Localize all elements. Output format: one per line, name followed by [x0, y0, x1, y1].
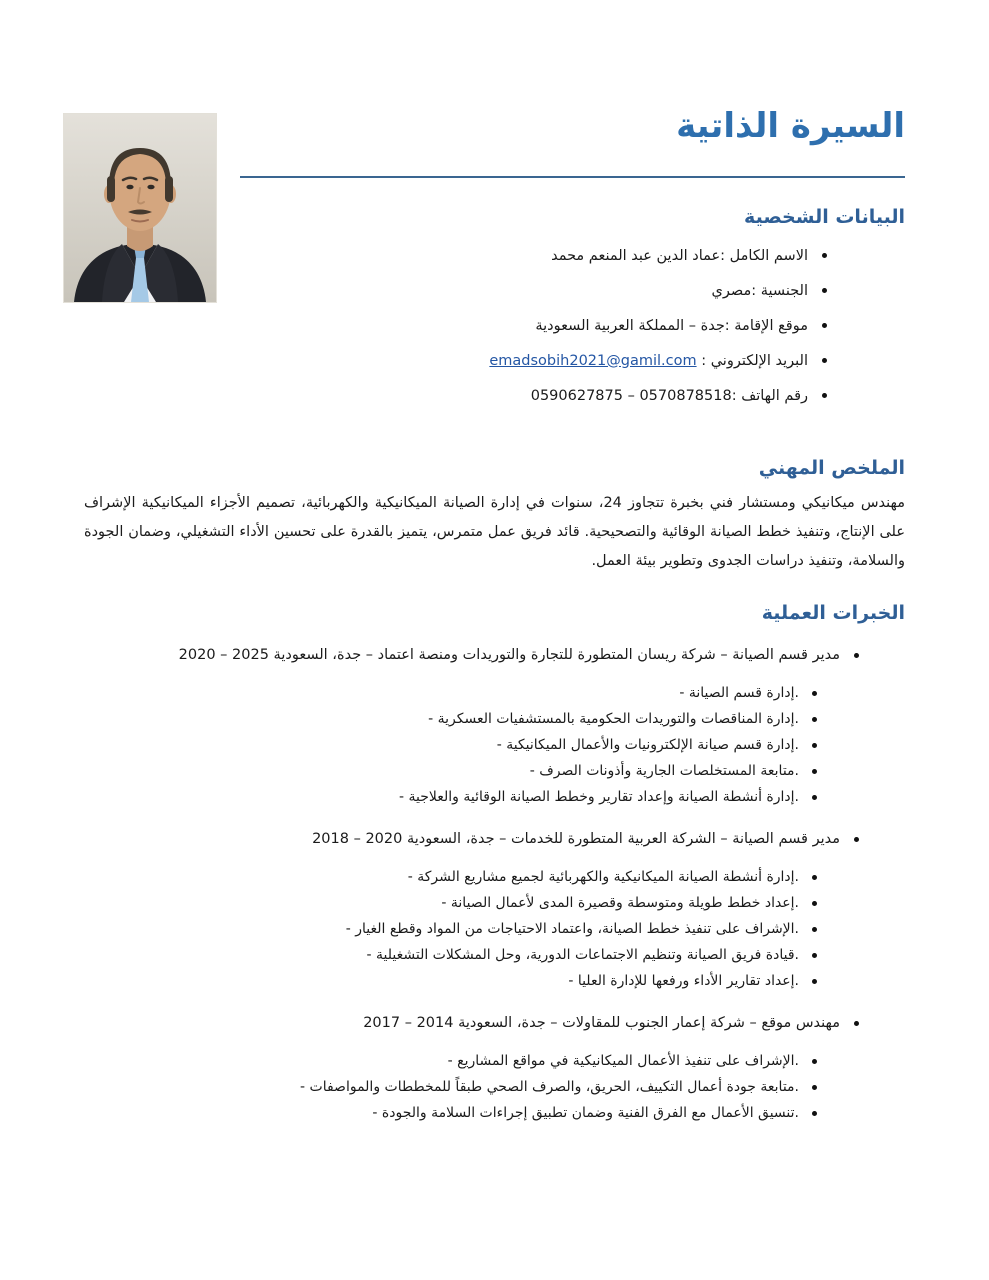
- section-work-experience: [84, 600, 905, 1126]
- bullet-icon: [822, 323, 827, 328]
- duty-text: .إعداد خطط طويلة ومتوسطة وقصيرة المدى لأعمال الصيانة -: [441, 895, 799, 911]
- bullet-icon: [822, 253, 827, 258]
- duty-text: .إعداد تقارير الأداء ورفعها للإدارة العليا -: [568, 973, 799, 989]
- bullet-icon: [812, 1059, 817, 1064]
- duty-item: [84, 916, 817, 942]
- bullet-icon: [812, 769, 817, 774]
- email-link[interactable]: emadsobih2021@gamil.com: [489, 352, 697, 369]
- portrait-photo-icon: [64, 114, 216, 302]
- personal-data-heading: البيانات الشخصية: [744, 206, 905, 228]
- duty-text: .تنسيق الأعمال مع الفرق الفنية وضمان تطبيق إجراءات السلامة والجودة -: [372, 1105, 799, 1121]
- duty-item: [84, 706, 817, 732]
- list-item-email: [84, 343, 827, 378]
- title-divider: [240, 176, 905, 178]
- email-line: [489, 353, 808, 369]
- summary-heading: الملخص المهني: [758, 457, 905, 479]
- duty-item: [84, 680, 817, 706]
- bullet-icon: [812, 1085, 817, 1090]
- duty-item: [84, 784, 817, 810]
- job-entry-3: [84, 1010, 905, 1126]
- duty-item: [84, 942, 817, 968]
- page-title: السيرة الذاتية: [676, 106, 905, 146]
- bullet-icon: [812, 743, 817, 748]
- job-entry-2: [84, 826, 905, 994]
- duty-item: [84, 890, 817, 916]
- list-item-phone: [84, 378, 827, 413]
- phone-text: رقم الهاتف :0570878518 – 0590627875: [530, 387, 808, 404]
- job-duties-list: [84, 1048, 905, 1126]
- duty-text: .متابعة جودة أعمال التكييف، الحريق، والصرف الصحي طبقاً للمخططات والمواصفات -: [300, 1079, 799, 1095]
- job-duties-list: [84, 680, 905, 810]
- job-title-row: [84, 826, 905, 852]
- bullet-icon: [812, 927, 817, 932]
- job-title-row: [84, 642, 905, 668]
- duty-text: .إدارة قسم الصيانة -: [679, 685, 799, 701]
- bullet-icon: [854, 653, 859, 658]
- bullet-icon: [822, 358, 827, 363]
- duty-item: [84, 1100, 817, 1126]
- bullet-icon: [812, 979, 817, 984]
- job-title-text: مدير قسم الصيانة – شركة ريسان المتطورة للتجارة والتوريدات ومنصة اعتماد – جدة، السعودية 2025 – 2020: [178, 647, 840, 663]
- full-name-text: الاسم الكامل :عماد الدين عبد المنعم محمد: [551, 247, 808, 264]
- job-title-text: مدير قسم الصيانة – الشركة العربية المتطورة للخدمات – جدة، السعودية 2020 – 2018: [312, 831, 840, 847]
- duty-text: .إدارة قسم صيانة الإلكترونيات والأعمال الميكانيكية -: [496, 737, 799, 753]
- list-item-residence: [84, 308, 827, 343]
- duty-text: .إدارة أنشطة الصيانة الميكانيكية والكهربائية لجميع مشاريع الشركة -: [407, 869, 799, 885]
- bullet-icon: [812, 717, 817, 722]
- duty-text: .إدارة المناقصات والتوريدات الحكومية بالمستشفيات العسكرية -: [428, 711, 799, 727]
- job-title-row: [84, 1010, 905, 1036]
- residence-text: موقع الإقامة :جدة – المملكة العربية السعودية: [535, 317, 808, 334]
- bullet-icon: [822, 288, 827, 293]
- email-label: البريد الإلكتروني :: [696, 352, 808, 369]
- duty-item: [84, 968, 817, 994]
- duty-item: [84, 758, 817, 784]
- bullet-icon: [812, 875, 817, 880]
- job-title-text: مهندس موقع – شركة إعمار الجنوب للمقاولات – جدة، السعودية 2014 – 2017: [363, 1015, 840, 1031]
- bullet-icon: [812, 1111, 817, 1116]
- bullet-icon: [812, 901, 817, 906]
- duty-text: .قيادة فريق الصيانة وتنظيم الاجتماعات الدورية، وحل المشكلات التشغيلية -: [366, 947, 799, 963]
- bullet-icon: [812, 691, 817, 696]
- duty-text: .متابعة المستخلصات الجارية وأذونات الصرف -: [529, 763, 799, 779]
- duty-item: [84, 732, 817, 758]
- duty-item: [84, 1074, 817, 1100]
- summary-paragraph: مهندس ميكانيكي ومستشار فني بخبرة تتجاوز 24، سنوات في إدارة الصيانة الميكانيكية والكهربائية، تصميم الأجزاء الميكانيكية الإشراف على الإنتاج، وتنفيذ خطط الصيانة الوقائية والتصحيحية. قائد فريق عمل متمرس، يتميز بالقدرة على تحسين الأداء التشغيلي، وضمان الجودة والسلامة، وتنفيذ دراسات الجدوى وتطوير بيئة العمل.: [84, 495, 905, 569]
- duty-item: [84, 1048, 817, 1074]
- duty-text: .الإشراف على تنفيذ خطط الصيانة، واعتماد الاحتياجات من المواد وقطع الغيار -: [345, 921, 799, 937]
- section-professional-summary: [84, 455, 905, 576]
- bullet-icon: [812, 795, 817, 800]
- duty-item: [84, 864, 817, 890]
- duty-text: .إدارة أنشطة الصيانة وإعداد تقارير وخطط الصيانة الوقائية والعلاجية -: [399, 789, 799, 805]
- nationality-text: الجنسية :مصري: [711, 282, 808, 299]
- bullet-icon: [812, 953, 817, 958]
- duty-text: .الإشراف على تنفيذ الأعمال الميكانيكية في مواقع المشاريع -: [447, 1053, 799, 1069]
- bullet-icon: [822, 393, 827, 398]
- experience-heading: الخبرات العملية: [761, 602, 905, 624]
- job-duties-list: [84, 864, 905, 994]
- applicant-photo: [64, 114, 216, 302]
- job-entry-1: [84, 642, 905, 810]
- bullet-icon: [854, 1021, 859, 1026]
- bullet-icon: [854, 837, 859, 842]
